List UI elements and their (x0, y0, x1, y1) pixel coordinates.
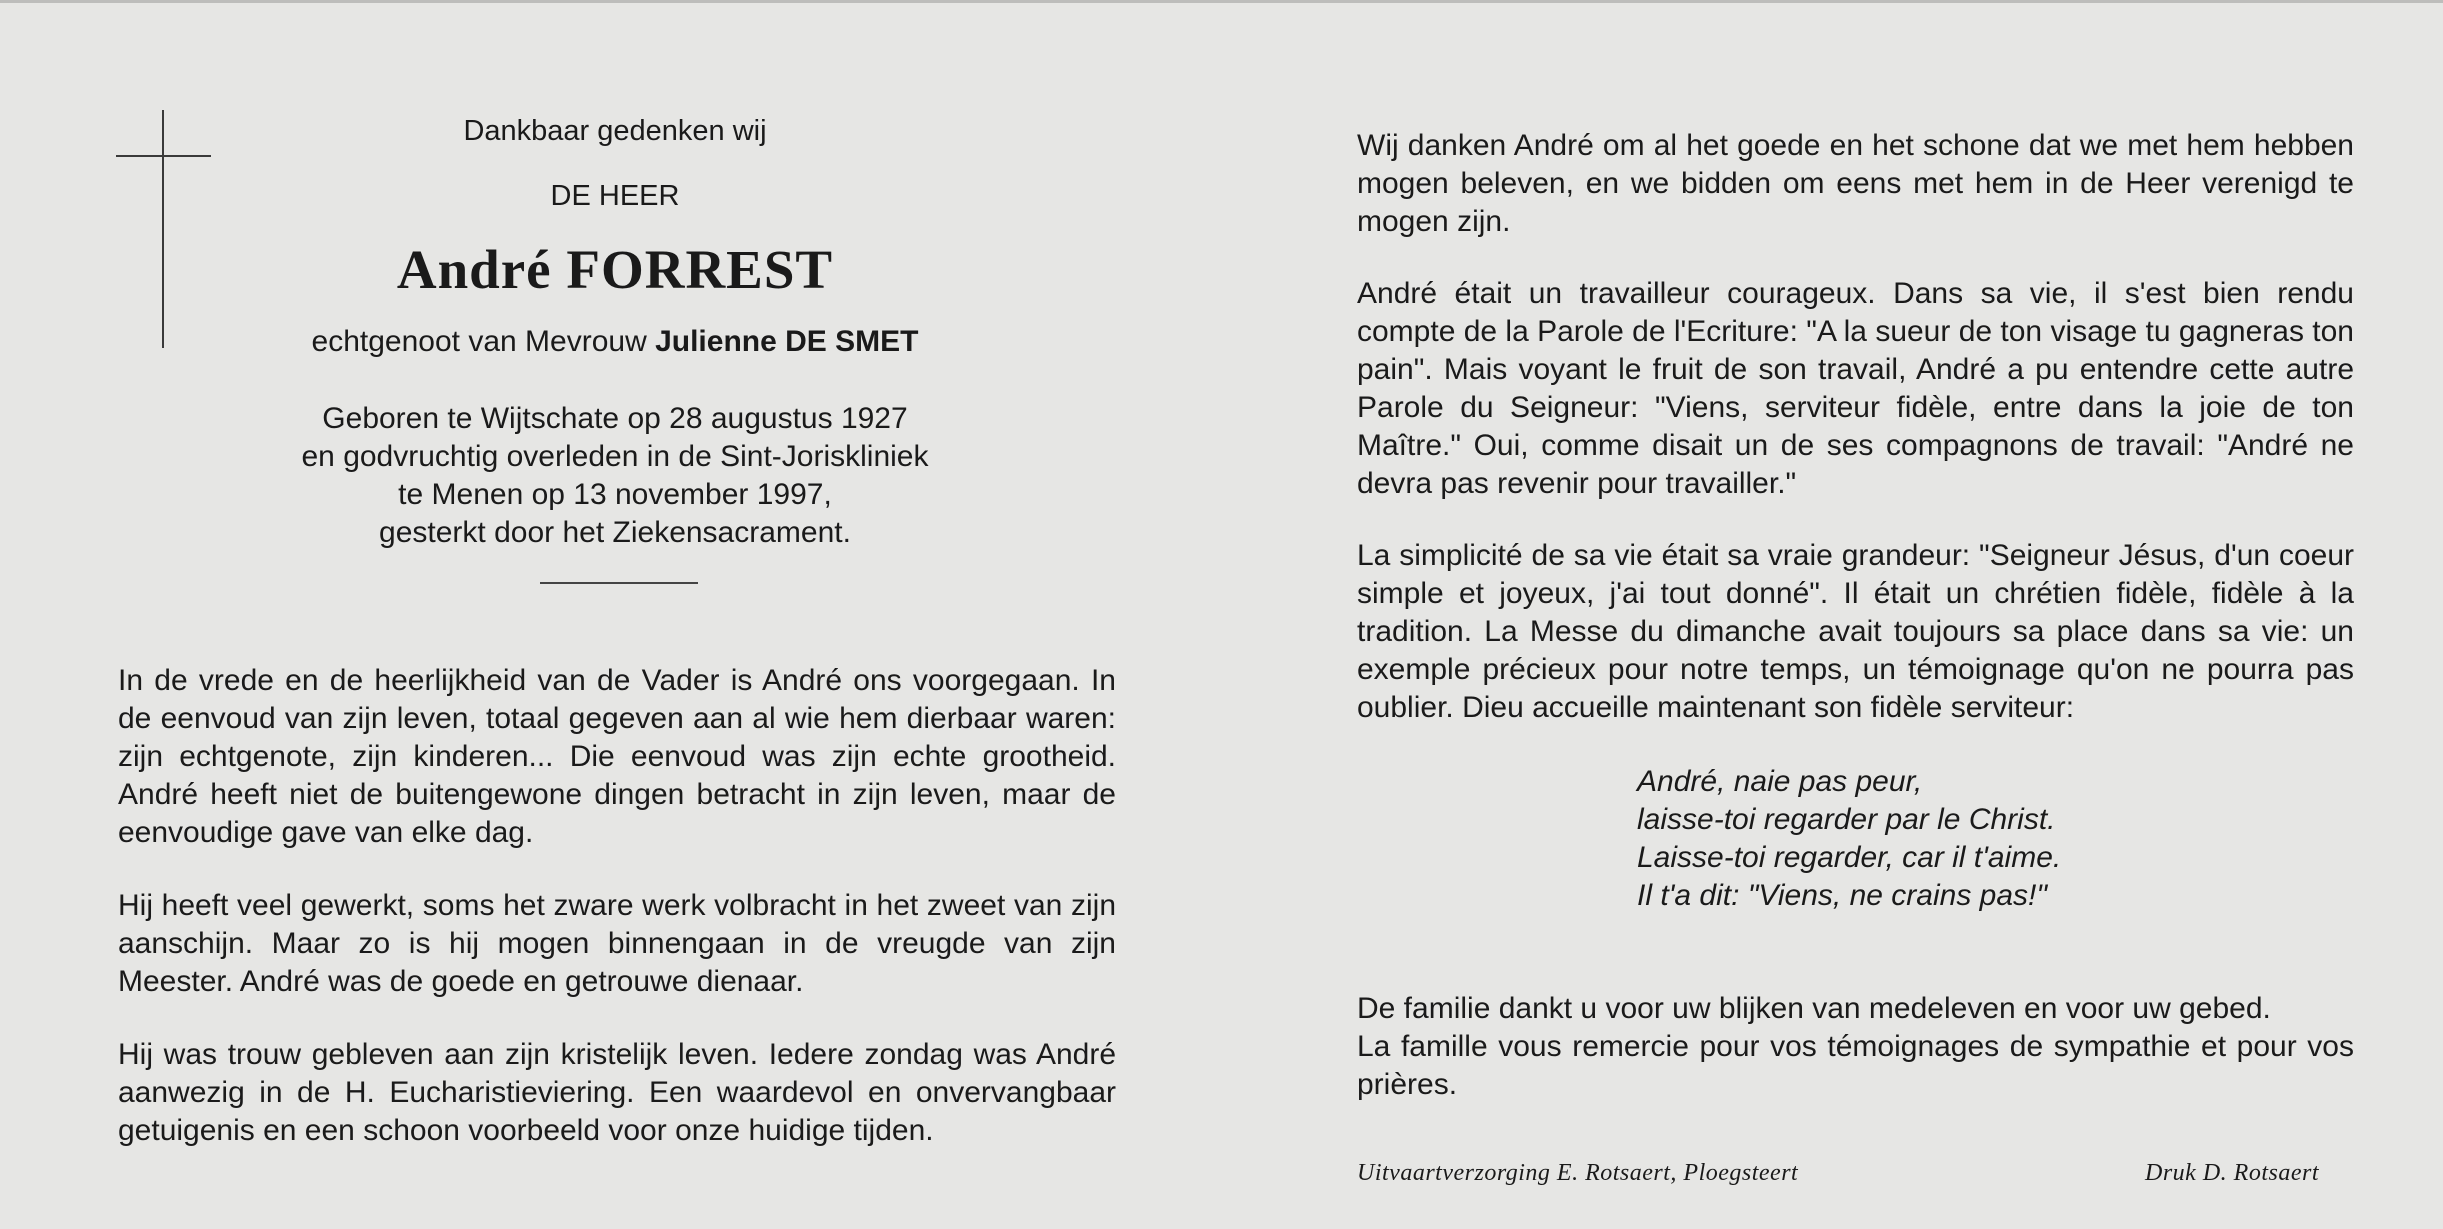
poem-line: Laisse-toi regarder, car il t'aime. (1637, 841, 2062, 874)
title-text: DE HEER (550, 180, 680, 212)
poem (1637, 763, 2061, 915)
left-paragraph: Hij heeft veel gewerkt, soms het zware werk volbracht in het zweet van zijn aanschijn. Maar zo is hij mogen binnengaan in de vreugde van zijn Meester. André was de goede en getrouwe dienaar. (118, 889, 1116, 998)
thanks-french: La famille vous remercie pour vos témoignages de sympathie et pour vos prières. (1357, 1030, 2354, 1101)
poem-line: Il t'a dit: "Viens, ne crains pas!" (1637, 879, 2048, 912)
thanks-dutch: De familie dankt u voor uw blijken van medeleven en voor uw gebed. (1357, 992, 2271, 1025)
birth-line: gesterkt door het Ziekensacrament. (379, 516, 851, 549)
spouse-line (230, 325, 1000, 359)
right-paragraph: André était un travailleur courageux. Dans sa vie, il s'est bien rendu compte de la Parole de l'Ecriture: "A la sueur de ton visage tu gagneras ton pain". Mais voyant le fruit de son travail, André a pu entendre cette autre Parole du Seigneur: "Viens, serviteur fidèle, entre dans la joie de ton Maître." Oui, comme disait un de ses compagnons de travail: "André ne devra pas revenir pour travailler." (1357, 277, 2354, 500)
spouse-name: Julienne DE SMET (655, 325, 919, 358)
spouse-prefix: echtgenoot van Mevrouw (311, 325, 647, 358)
birth-line: te Menen op 13 november 1997, (398, 478, 832, 511)
poem-line: André, naie pas peur, (1637, 765, 1923, 798)
left-paragraph: Hij was trouw gebleven aan zijn kristelijk leven. Iedere zondag was André aanwezig in de H. Eucharistieviering. Een waardevol en onvervangbaar getuigenis en een schoon voorbeeld voor onze huidige tijden. (118, 1038, 1116, 1147)
divider (540, 582, 698, 584)
top-edge (0, 0, 2443, 3)
intro-text: Dankbaar gedenken wij (463, 115, 767, 147)
cross-icon-horizontal (116, 155, 211, 157)
printer-credit: Druk D. Rotsaert (2145, 1160, 2319, 1186)
right-paragraph: La simplicité de sa vie était sa vraie grandeur: "Seigneur Jésus, d'un coeur simple et joyeux, j'ai tout donné". Il était un chrétien fidèle, fidèle à la tradition. La Messe du dimanche avait toujours sa place dans sa vie: un exemple précieux pour notre temps, un témoignage qu'on ne pourra pas oublier. Dieu accueille maintenant son fidèle serviteur: (1357, 539, 2354, 724)
birth-line: Geboren te Wijtschate op 28 augustus 1927 (322, 402, 908, 435)
cross-icon-vertical (162, 110, 164, 348)
birth-line: en godvruchtig overleden in de Sint-Joriskliniek (301, 440, 929, 473)
deceased-name: André FORREST (396, 239, 834, 300)
birth-death-info (230, 400, 1000, 552)
undertaker-credit: Uitvaartverzorging E. Rotsaert, Ploegsteert (1357, 1160, 1799, 1186)
thanks-block (1357, 990, 2354, 1104)
right-paragraph: Wij danken André om al het goede en het schone dat we met hem hebben mogen beleven, en we bidden om eens met hem in de Heer verenigd te mogen zijn. (1357, 129, 2354, 238)
left-paragraph: In de vrede en de heerlijkheid van de Vader is André ons voorgegaan. In de eenvoud van zijn leven, totaal gegeven aan al wie hem dierbaar waren: zijn echtgenote, zijn kinderen... Die eenvoud was zijn echte grootheid. André heeft niet de buitengewone dingen betracht in zijn leven, maar de eenvoudige gave van elke dag. (118, 664, 1116, 849)
poem-line: laisse-toi regarder par le Christ. (1637, 803, 2056, 836)
